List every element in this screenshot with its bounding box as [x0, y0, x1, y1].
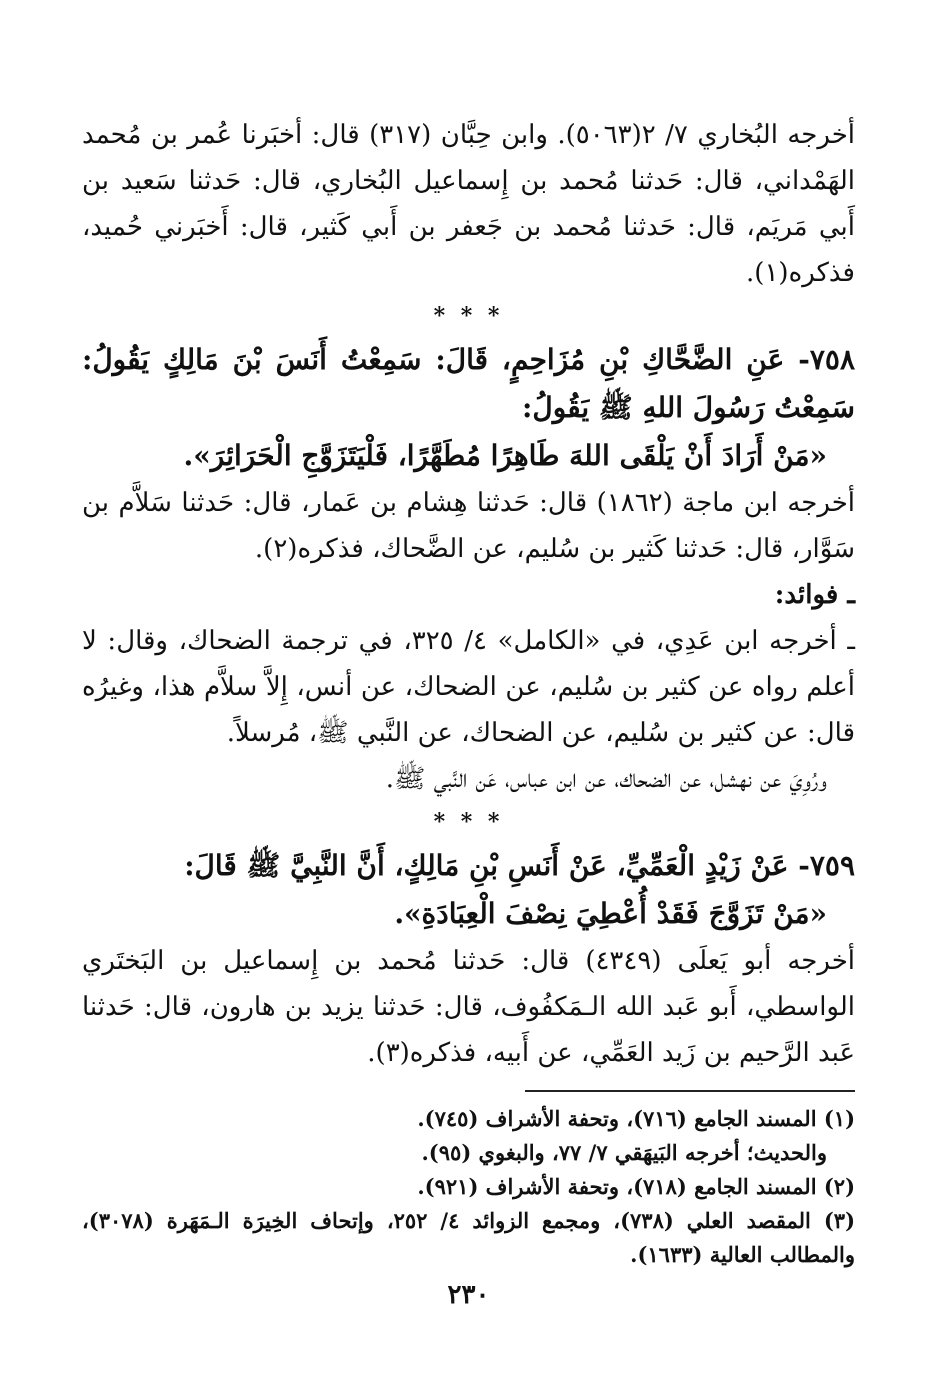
- takhrij-paragraph-758: أخرجه ابن ماجة (١٨٦٢) قال: حَدثنا هِشام بن عَمار، قال: حَدثنا سَلاَّم بن سَوَّار، قال: حَدثنا كَثير بن سُليم، عن الضَّحاك، فذكره(٢).: [82, 488, 855, 564]
- footnote-2: (٢) المسند الجامع (٧١٨)، وتحفة الأشراف (٩٢١).: [417, 1174, 855, 1199]
- hadith-758-isnad: ٧٥٨- عَنِ الضَّحَّاكِ بْنِ مُزَاحِمٍ، قَالَ: سَمِعْتُ أَنَسَ بْنَ مَالِكٍ يَقُولُ: سَمِعْتُ رَسُولَ اللهِ ﷺ يَقُولُ:: [82, 343, 855, 424]
- section-separator: * * *: [433, 809, 504, 835]
- hadith-759-text: «مَنْ تَزَوَّجَ فَقَدْ أُعْطِيَ نِصْفَ الْعِبَادَةِ».: [394, 897, 827, 930]
- footnote-1: (١) المسند الجامع (٧١٦)، وتحفة الأشراف (٧٤٥).: [417, 1106, 855, 1131]
- fawaid-note: ورُوِيَ عن نهشل، عن الضحاك، عن ابن عباس، عَن النَّبي ﷺ.: [385, 764, 827, 794]
- footnote-1-continuation: والحديث؛ أخرجه البَيهَقي ٧/ ٧٧، والبغوي (٩٥).: [421, 1140, 827, 1165]
- footnote-divider: [525, 1090, 855, 1092]
- fawaid-paragraph: ـ أخرجه ابن عَدِي، في «الكامل» ٤/ ٣٢٥، في ترجمة الضحاك، وقال: لا أعلم رواه عن كثير بن سُليم، عن الضحاك، عن أنس، إِلاَّ سلاَّم هذا، وغيرُه قال: عن كثير بن سُليم، عن الضحاك، عن النَّبي ﷺ، مُرسلاً.: [82, 626, 856, 748]
- takhrij-paragraph-759: أخرجه أبو يَعلَى (٤٣٤٩) قال: حَدثنا مُحمد بن إِسماعيل بن البَختَري الواسطي، أَبو عَبد الله الـمَكفُوف، قال: حَدثنا يزيد بن هارون، قال: حَدثنا عَبد الرَّحيم بن زَيد العَمِّي، عن أَبيه، فذكره(٣).: [82, 946, 855, 1068]
- fawaid-heading: ـ فوائد:: [774, 580, 855, 610]
- hadith-758-text: «مَنْ أَرَادَ أَنْ يَلْقَى اللهَ طَاهِرًا مُطَهَّرًا، فَلْيَتَزَوَّجِ الْحَرَائِرَ».: [183, 439, 827, 472]
- page-number: ٢٣٠: [447, 1280, 490, 1310]
- takhrij-paragraph-757: أخرجه البُخاري ٧/ ٢(٥٠٦٣). وابن حِبَّان (٣١٧) قال: أخبَرنا عُمر بن مُحمد الهَمْداني، قال: حَدثنا مُحمد بن إِسماعيل البُخاري، قال: حَدثنا سَعيد بن أَبي مَريَم، قال: حَدثنا مُحمد بن جَعفر بن أَبي كَثير، قال: أَخبَرني حُميد، فذكره(١).: [82, 120, 856, 288]
- hadith-759-isnad: ٧٥٩- عَنْ زَيْدٍ الْعَمِّيِّ، عَنْ أَنَسِ بْنِ مَالِكٍ، أَنَّ النَّبِيَّ ﷺ قَالَ:: [184, 849, 855, 882]
- section-separator: * * *: [433, 303, 504, 329]
- footnote-3: (٣) المقصد العلي (٧٣٨)، ومجمع الزوائد ٤/ ٢٥٢، وإتحاف الخِيرَة الـمَهَرة (٣٠٧٨)، والمطالب العالية (١٦٣٣).: [82, 1208, 856, 1267]
